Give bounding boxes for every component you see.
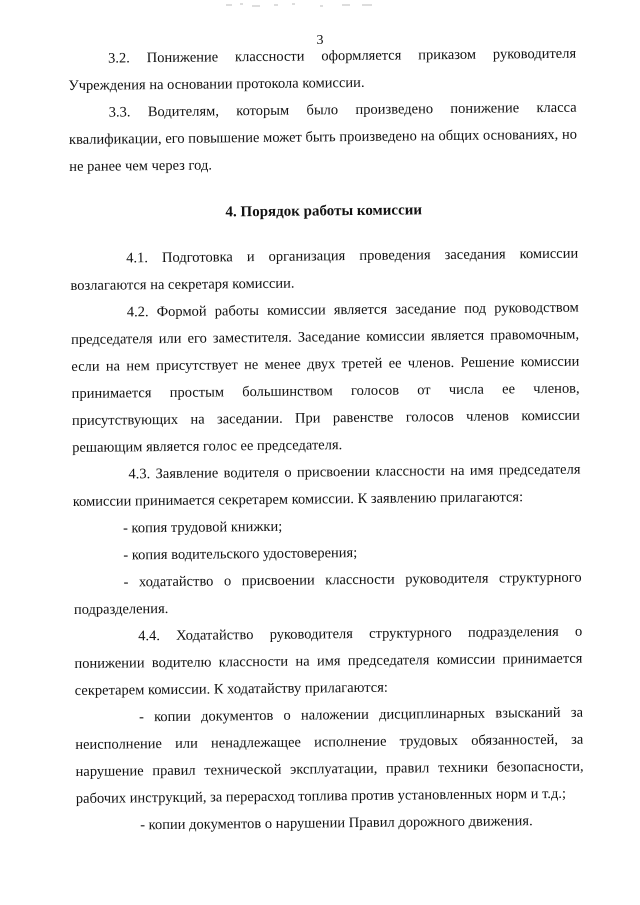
list-item: - копия водительского удостоверения; [123, 544, 358, 564]
list-item: - копии документов о наложении дисциплинарных взысканий за неисполнение или ненадлежащее исполнение трудовых обязанностей, за нарушение правил технической эксплуатации, правил техники безопасности, рабочих инструкций, за перерасход топлива против установленных норм и т.д.; [75, 704, 584, 807]
paragraph-4-4: 4.4. Ходатайство руководителя структурного подразделения о понижении водителю классности на имя председателя комиссии принимается секретарем комиссии. К ходатайству прилагаются: [74, 623, 583, 699]
list-item: - копия трудовой книжки; [122, 518, 283, 537]
paragraph-4-1: 4.1. Подготовка и организация проведения заседания комиссии возлагаются на секретаря комиссии. [70, 245, 579, 294]
scan-artifact [222, 2, 382, 8]
list-item: - копии документов о нарушении Правил дорожного движения. [140, 813, 533, 834]
document-body [68, 41, 584, 840]
paragraph-4-3: 4.3. Заявление водителя о присвоении классности на имя председателя комиссии принимается секретарем комиссии. К заявлению прилагаются: [72, 461, 581, 510]
paragraph-4-2: 4.2. Формой работы комиссии является заседание под руководством председателя или его заместителя. Заседание комиссии является правомочным, если на нем присутствует не менее двух третей ее членов. Решение комиссии принимается простым большинством голосов от числа ее членов, присутствующих на заседании. При равенстве голосов членов комиссии решающим является голос ее председателя. [70, 299, 580, 456]
paragraph-3-2: 3.2. Понижение классности оформляется приказом руководителя Учреждения на основании протокола комиссии. [68, 45, 577, 94]
section-heading: 4. Порядок работы комиссии [225, 202, 423, 221]
list-item: - ходатайство о присвоении классности руководителя структурного подразделения. [73, 569, 582, 618]
page-number: 3 [316, 33, 324, 48]
paragraph-3-3: 3.3. Водителям, которым было произведено понижение класса квалификации, его повышение может быть произведено на общих основаниях, но не ранее чем через год. [68, 99, 578, 175]
